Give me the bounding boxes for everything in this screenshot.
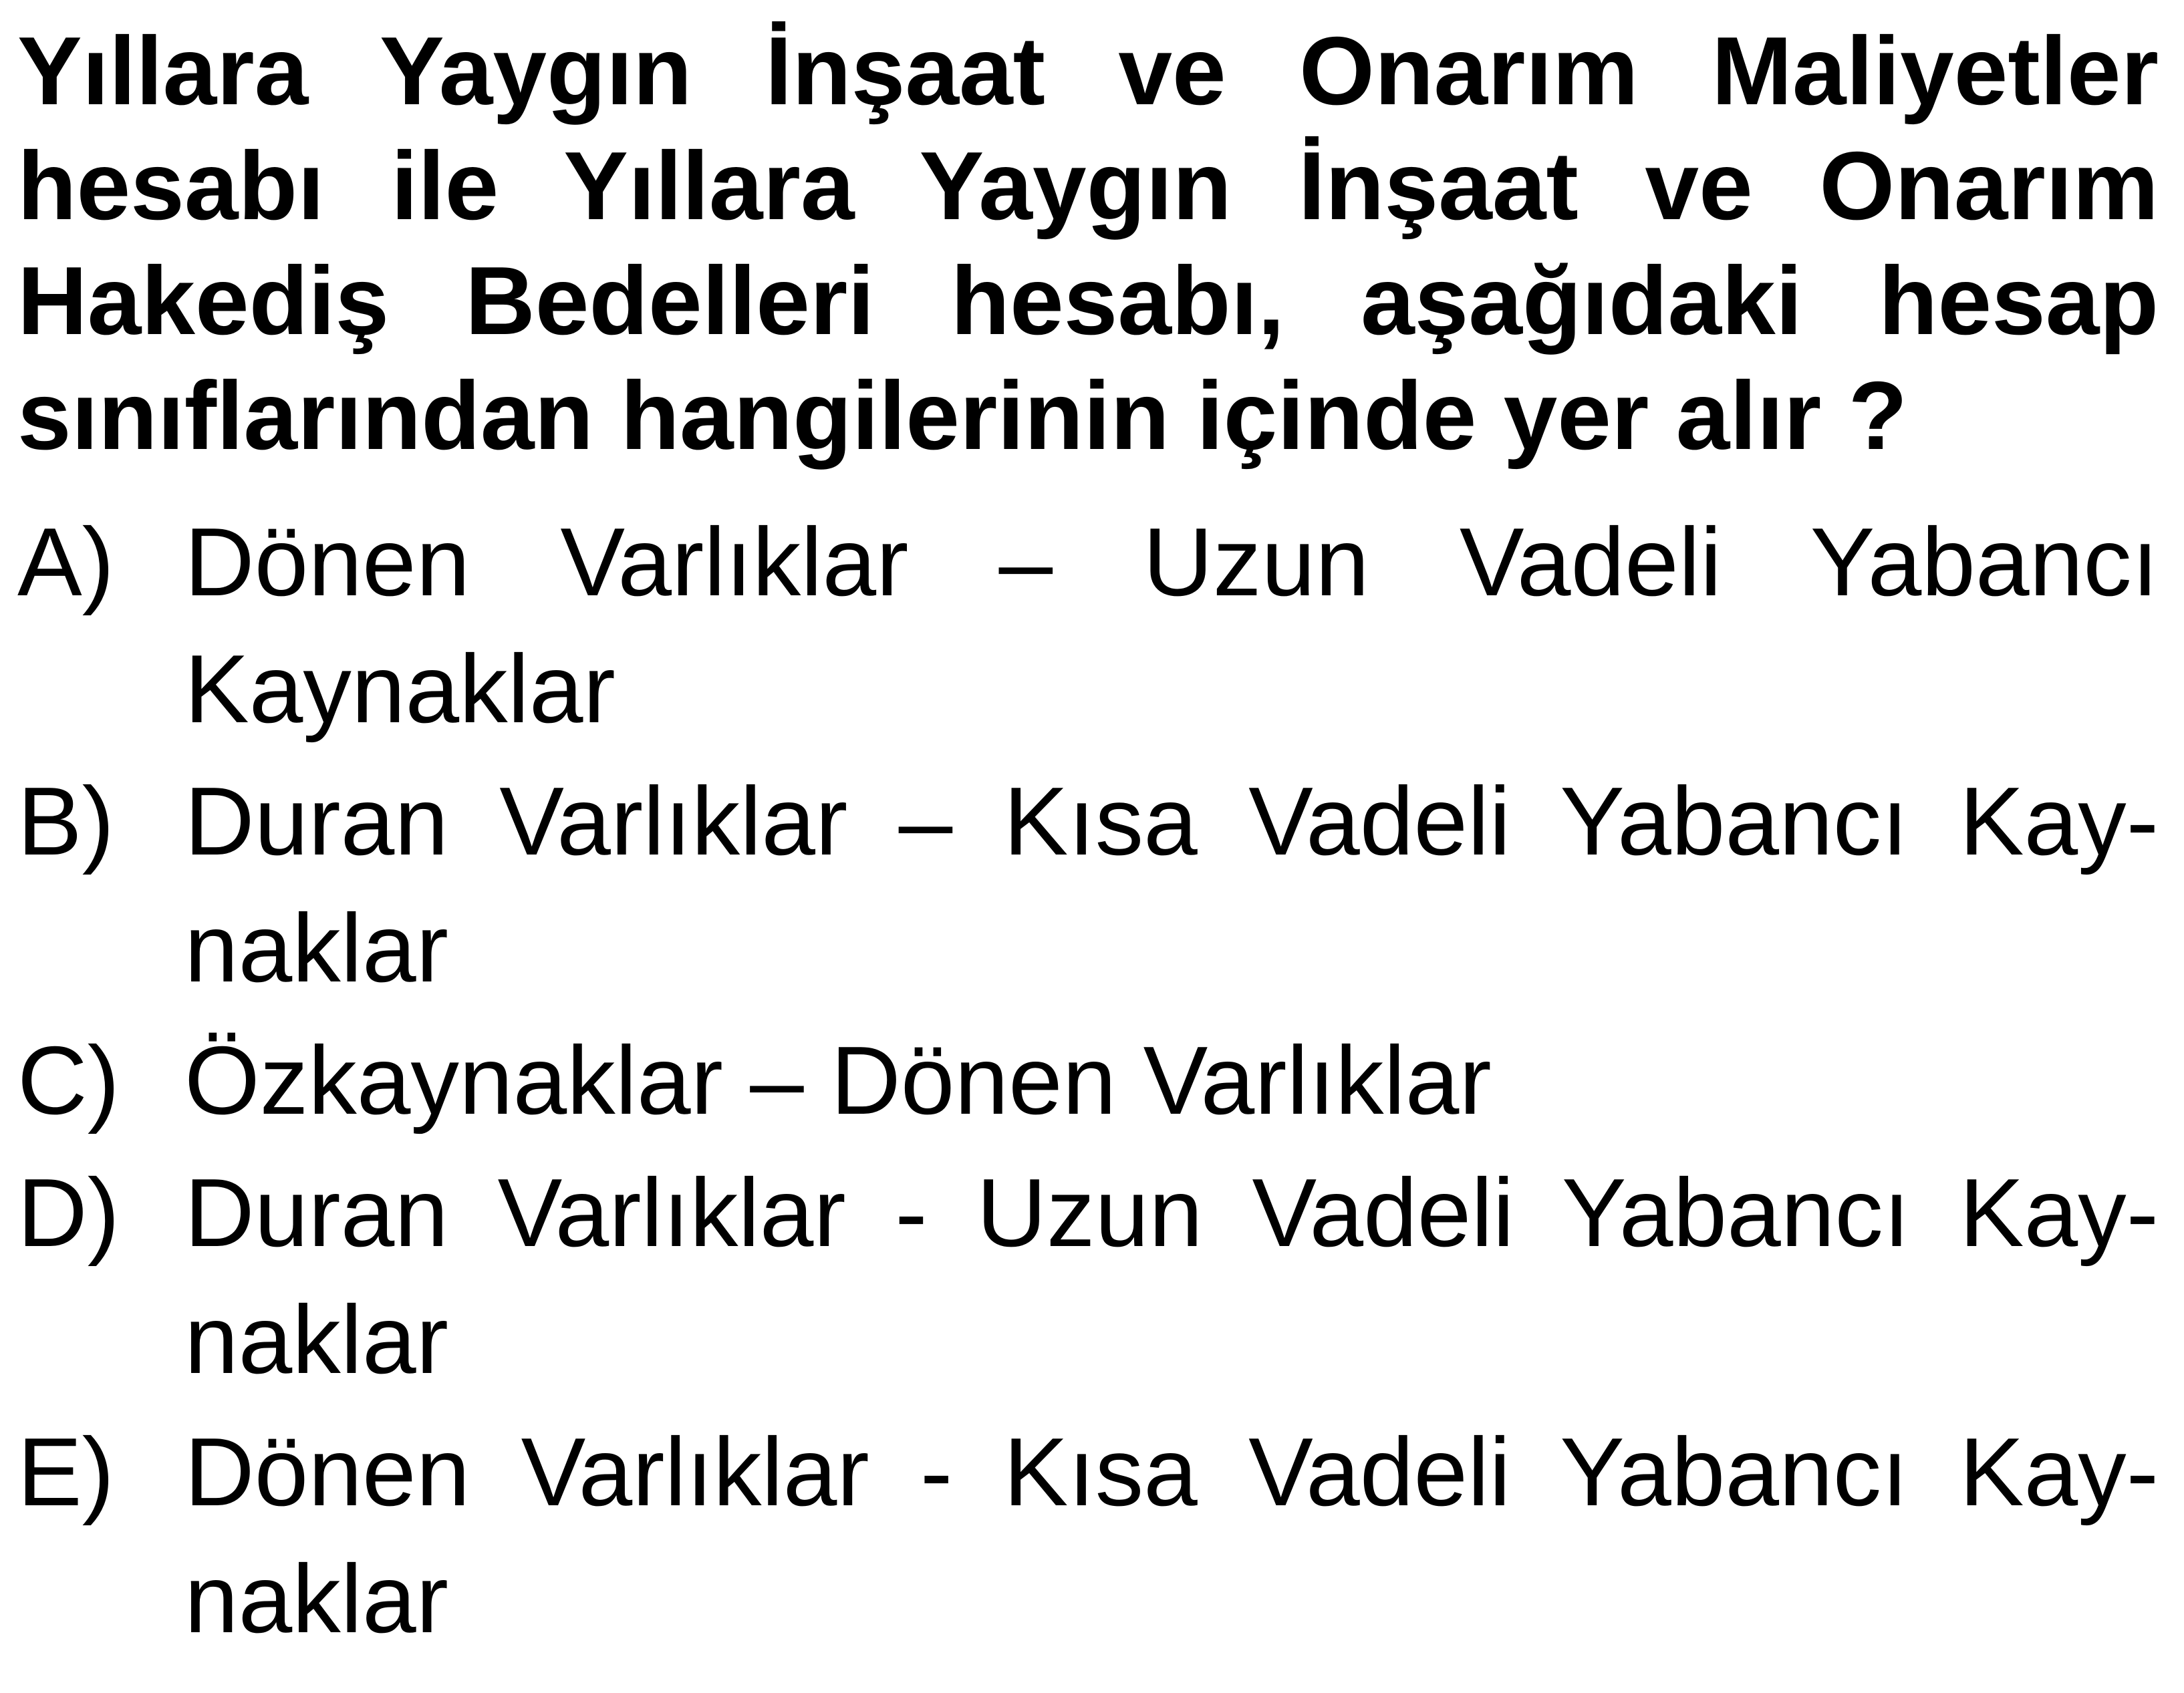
answer-options	[17, 498, 2159, 1662]
question-line: hesabı ile Yıllara Yaygın İnşaat ve Onarım	[17, 132, 2159, 240]
option-line: naklar	[184, 894, 448, 1002]
option-letter: C)	[17, 1026, 120, 1134]
option-line: Dönen Varlıklar - Kısa Vadeli Yabancı Kay-	[184, 1418, 2159, 1526]
option-b[interactable]	[17, 758, 2159, 1012]
option-d[interactable]	[17, 1149, 2159, 1403]
option-text	[184, 1017, 2159, 1144]
option-text	[184, 498, 2159, 752]
option-line: naklar	[184, 1285, 448, 1394]
option-line: naklar	[184, 1545, 448, 1653]
option-letter: A)	[17, 508, 114, 616]
question-page	[17, 13, 2159, 1668]
option-line: Kaynaklar	[184, 635, 616, 743]
option-letter: B)	[17, 767, 114, 875]
option-e[interactable]	[17, 1408, 2159, 1662]
question-text	[17, 13, 2159, 473]
option-letter: D)	[17, 1159, 120, 1267]
option-line: Dönen Varlıklar – Uzun Vadeli Yabancı	[184, 508, 2159, 616]
option-line: Duran Varlıklar - Uzun Vadeli Yabancı Kay-	[184, 1159, 2159, 1267]
option-text	[184, 1149, 2159, 1403]
question-line: Yıllara Yaygın İnşaat ve Onarım Maliyetler	[17, 17, 2159, 125]
option-letter: E)	[17, 1418, 114, 1526]
question-line: Hakediş Bedelleri hesabı, aşağıdaki hesap	[17, 247, 2159, 355]
option-line: Duran Varlıklar – Kısa Vadeli Yabancı Kay-	[184, 767, 2159, 875]
option-line: Özkaynaklar – Dönen Varlıklar	[184, 1026, 1492, 1134]
option-text	[184, 758, 2159, 1012]
option-text	[184, 1408, 2159, 1662]
question-line: sınıflarından hangilerinin içinde yer alır ?	[17, 361, 1908, 470]
option-a[interactable]	[17, 498, 2159, 752]
option-c[interactable]	[17, 1017, 2159, 1144]
